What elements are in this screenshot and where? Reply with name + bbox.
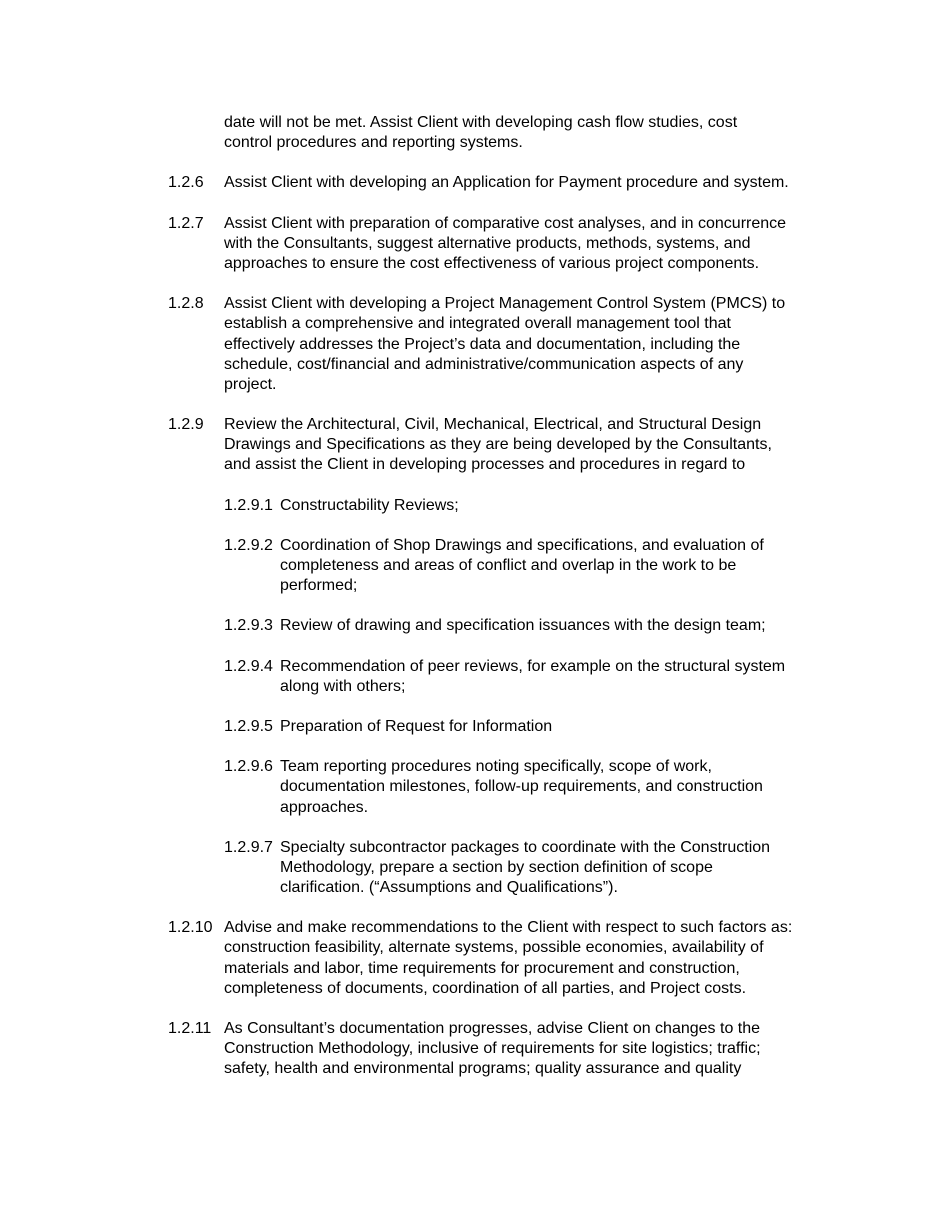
clause-number: 1.2.9.3 (224, 617, 273, 635)
clause-number: 1.2.10 (168, 919, 213, 937)
clause-text (224, 415, 950, 476)
clause-1-2-9-5 (0, 717, 950, 737)
text-line: schedule, cost/financial and administrative/communication aspects of any (224, 355, 744, 373)
document-page (0, 113, 950, 1100)
clause-number: 1.2.9 (168, 416, 204, 434)
clause-1-2-9-6 (0, 757, 950, 818)
text-line: materials and labor, time requirements for procurement and construction, (224, 959, 740, 977)
clause-text (224, 113, 950, 153)
clause-1-2-9 (0, 415, 950, 476)
clause-1-2-9-3 (0, 616, 950, 636)
text-line: Specialty subcontractor packages to coordinate with the Construction (280, 838, 771, 856)
text-line: Construction Methodology, inclusive of requirements for site logistics; traffic; (224, 1040, 761, 1058)
text-line: As Consultant’s documentation progresses, advise Client on changes to the (224, 1020, 761, 1037)
text-line: completeness of documents, coordination of all parties, and Project costs. (224, 979, 747, 997)
text-line: Review the Architectural, Civil, Mechanical, Electrical, and Structural Design (224, 416, 762, 434)
text-line: Advise and make recommendations to the Client with respect to such factors as: (224, 919, 793, 937)
clause-1-2-9-1 (0, 496, 950, 516)
clause-number: 1.2.8 (168, 295, 204, 313)
text-line: documentation milestones, follow-up requirements, and construction (280, 778, 763, 796)
clause-number: 1.2.9.5 (224, 717, 273, 735)
text-line: Preparation of Request for Information (280, 717, 553, 735)
clause-text (280, 616, 950, 636)
text-line: control procedures and reporting systems. (224, 134, 523, 152)
clause-number: 1.2.9.2 (224, 536, 273, 554)
text-line: Methodology, prepare a section by section definition of scope (280, 858, 713, 876)
clause-text (280, 757, 950, 818)
text-line: and assist the Client in developing processes and procedures in regard to (224, 456, 746, 474)
continued-paragraph (0, 113, 950, 153)
clause-text (224, 294, 950, 395)
clause-1-2-8 (0, 294, 950, 395)
clause-1-2-11 (0, 1019, 950, 1080)
text-line: approaches to ensure the cost effectiveness of various project components. (224, 254, 760, 272)
text-line: Review of drawing and specification issuances with the design team; (280, 617, 766, 635)
clause-1-2-7 (0, 214, 950, 275)
clause-text (224, 918, 950, 999)
text-line: completeness and areas of conflict and overlap in the work to be (280, 557, 737, 574)
clause-text (224, 1019, 950, 1080)
clause-1-2-9-2 (0, 536, 950, 597)
text-line: safety, health and environmental programs; quality assurance and quality (224, 1060, 742, 1078)
clause-number: 1.2.9.7 (224, 838, 273, 856)
clause-number: 1.2.6 (168, 174, 204, 192)
clause-1-2-10 (0, 918, 950, 999)
text-line: Assist Client with preparation of comparative cost analyses, and in concurrence (224, 214, 787, 232)
text-line: Assist Client with developing an Application for Payment procedure and system. (224, 174, 789, 192)
text-line: effectively addresses the Project’s data and documentation, including the (224, 335, 741, 353)
clause-number: 1.2.9.4 (224, 657, 273, 675)
text-line: clarification. (“Assumptions and Qualifications”). (280, 879, 618, 897)
text-line: along with others; (280, 677, 406, 695)
clause-text (280, 496, 950, 516)
text-line: construction feasibility, alternate systems, possible economies, availability of (224, 939, 764, 957)
text-line: project. (224, 375, 277, 393)
text-line: with the Consultants, suggest alternative products, methods, systems, and (224, 234, 751, 252)
text-line: establish a comprehensive and integrated overall management tool that (224, 315, 731, 333)
text-line: Assist Client with developing a Project Management Control System (PMCS) to (224, 295, 786, 313)
clause-text (224, 173, 950, 193)
clause-number: 1.2.9.1 (224, 496, 273, 514)
clause-number: 1.2.9.6 (224, 758, 273, 776)
text-line: Drawings and Specifications as they are being developed by the Consultants, (224, 436, 772, 454)
clause-1-2-9-4 (0, 657, 950, 697)
text-line: Recommendation of peer reviews, for example on the structural system (280, 657, 786, 675)
clause-number: 1.2.7 (168, 214, 204, 232)
text-line: performed; (280, 577, 358, 595)
clause-number: 1.2.11 (168, 1020, 212, 1037)
text-line: date will not be met. Assist Client with developing cash flow studies, cost (224, 114, 738, 131)
text-line: approaches. (280, 798, 369, 816)
clause-text (280, 838, 950, 899)
text-line: Team reporting procedures noting specifically, scope of work, (280, 758, 712, 776)
clause-1-2-9-7 (0, 838, 950, 899)
text-line: Coordination of Shop Drawings and specifications, and evaluation of (280, 536, 764, 554)
clause-1-2-6 (0, 173, 950, 193)
clause-text (280, 657, 950, 697)
clause-text (280, 536, 950, 597)
clause-text (224, 214, 950, 275)
clause-text (280, 717, 950, 737)
text-line: Constructability Reviews; (280, 496, 459, 514)
